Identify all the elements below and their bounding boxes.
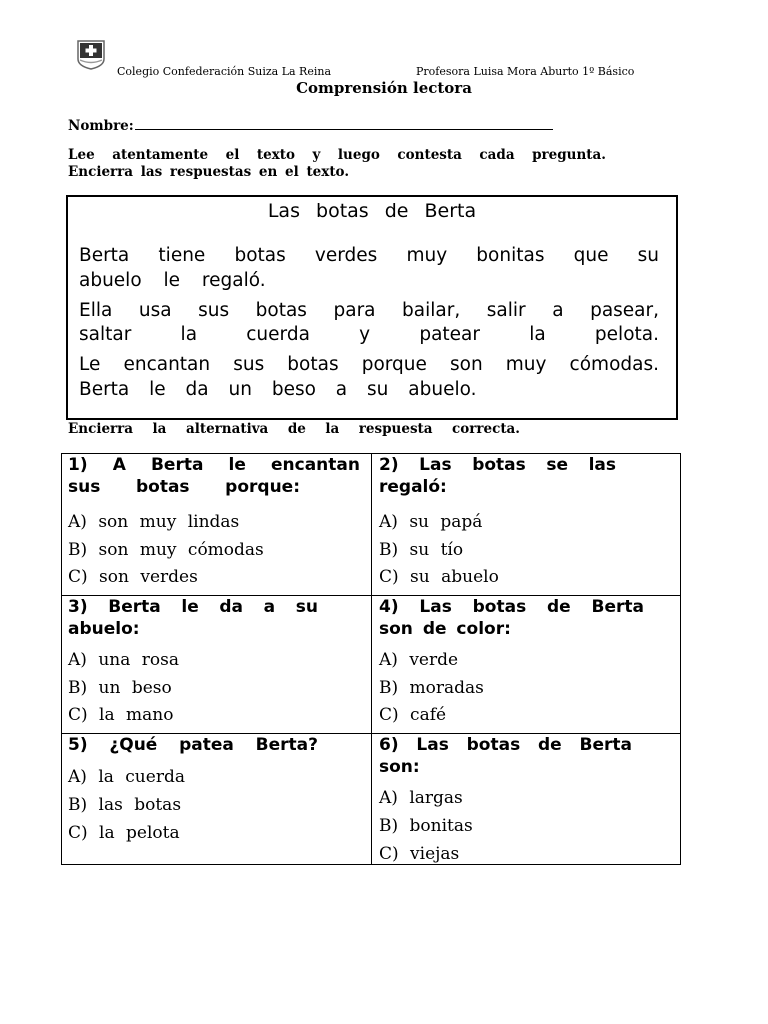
option-b[interactable]: B) bonitas	[379, 816, 473, 836]
question-5	[68, 734, 318, 756]
option-a[interactable]: A) verde	[379, 650, 459, 670]
school-crest-icon	[76, 39, 106, 70]
page-title: Comprensión lectora	[296, 79, 472, 97]
question-text: son:	[379, 757, 420, 777]
option-b[interactable]: B) un beso	[68, 678, 172, 698]
story-line: Le encantan sus botas porque son muy cómodas.	[79, 354, 659, 375]
option-c[interactable]: C) la mano	[68, 705, 174, 725]
question-text: 3) Berta le da a su	[68, 597, 318, 617]
question-text: 5) ¿Qué patea Berta?	[68, 735, 318, 755]
option-a[interactable]: A) la cuerda	[68, 767, 185, 787]
question-6	[379, 734, 632, 778]
teacher-grade: Profesora Luisa Mora Aburto 1º Básico	[416, 65, 635, 78]
question-text: 2) Las botas se las	[379, 455, 616, 475]
question-text: regaló:	[379, 477, 447, 497]
school-name: Colegio Confederación Suiza La Reina	[117, 65, 332, 78]
story-line: abuelo le regaló.	[79, 270, 266, 291]
question-text: 1) A Berta le encantan	[68, 455, 360, 475]
option-b[interactable]: B) su tío	[379, 540, 464, 560]
name-blank-line[interactable]	[135, 118, 553, 130]
story-line: Ella usa sus botas para bailar, salir a pasear,	[79, 300, 659, 321]
name-field[interactable]	[68, 118, 553, 134]
table-column-divider	[371, 453, 372, 865]
story-line: Berta le da un beso a su abuelo.	[79, 379, 477, 400]
story-line: Berta tiene botas verdes muy bonitas que su	[79, 245, 659, 266]
option-b[interactable]: B) son muy cómodas	[68, 540, 264, 560]
question-4	[379, 596, 644, 640]
instruction-line-2: Encierra las respuestas en el texto.	[68, 164, 350, 180]
option-a[interactable]: A) una rosa	[68, 650, 179, 670]
option-c[interactable]: C) café	[379, 705, 447, 725]
option-a[interactable]: A) son muy lindas	[68, 512, 240, 532]
question-text: son de color:	[379, 619, 511, 639]
question-text: 4) Las botas de Berta	[379, 597, 644, 617]
question-text: sus botas porque:	[68, 477, 300, 497]
alternatives-instruction: Encierra la alternativa de la respuesta correcta.	[68, 421, 520, 437]
option-c[interactable]: C) son verdes	[68, 567, 198, 587]
question-2	[379, 454, 616, 498]
story-line: saltar la cuerda y patear la pelota.	[79, 324, 659, 345]
option-c[interactable]: C) la pelota	[68, 823, 180, 843]
option-a[interactable]: A) largas	[379, 788, 463, 808]
option-c[interactable]: C) su abuelo	[379, 567, 499, 587]
option-a[interactable]: A) su papá	[379, 512, 483, 532]
question-3	[68, 596, 318, 640]
question-text: abuelo:	[68, 619, 140, 639]
story-title: Las botas de Berta	[267, 200, 477, 222]
option-b[interactable]: B) las botas	[68, 795, 182, 815]
option-c[interactable]: C) viejas	[379, 844, 460, 864]
question-text: 6) Las botas de Berta	[379, 735, 632, 755]
name-label: Nombre:	[68, 118, 134, 134]
option-b[interactable]: B) moradas	[379, 678, 484, 698]
instruction-line-1: Lee atentamente el texto y luego contesta cada pregunta.	[68, 147, 606, 163]
question-1	[68, 454, 360, 498]
